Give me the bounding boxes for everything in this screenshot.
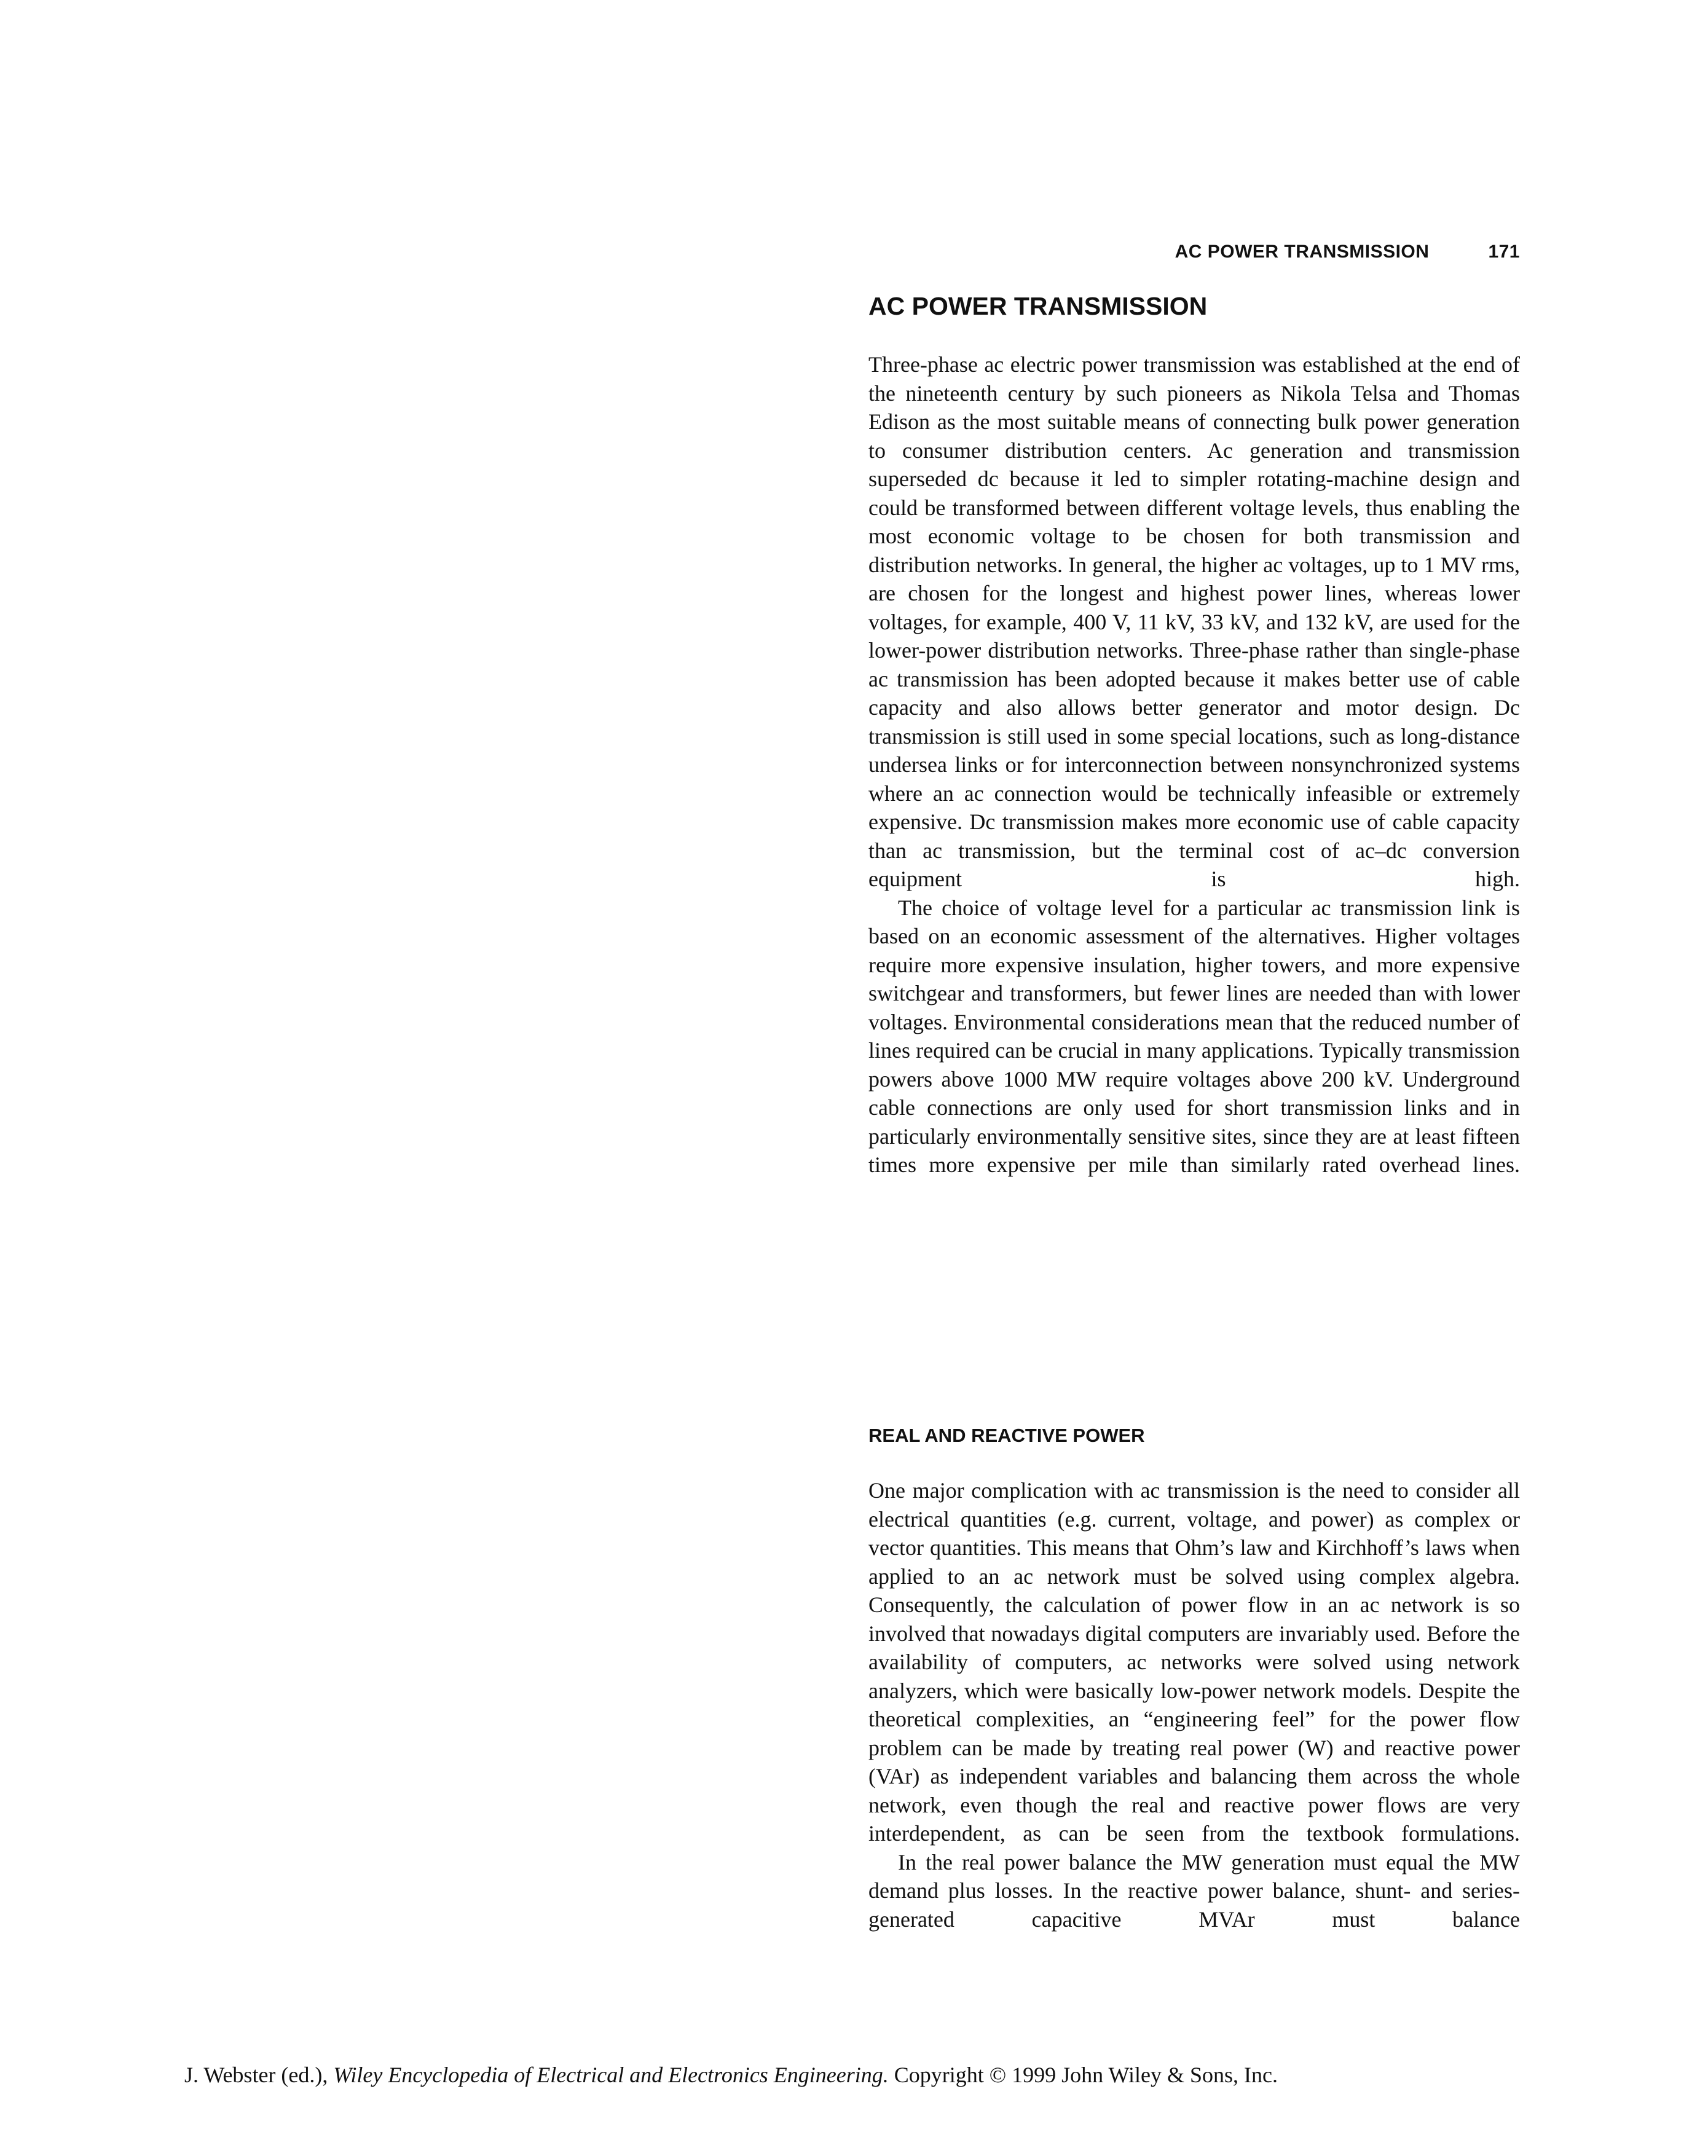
article-body (868, 350, 1520, 1179)
body-paragraph: In the real power balance the MW generation must equal the MW demand plus losses. In the reactive power balance, shunt- and series-generated capacitive MVAr must balance (868, 1849, 1520, 1932)
body-paragraph: The choice of voltage level for a particular ac transmission link is based on an economic assessment of the alternatives. Higher voltages require more expensive insulation, higher towers, and more expensive switchgear and transformers, but fewer lines are needed than with lower voltages. Environmental considerations mean that the reduced number of lines required can be crucial in many applications. Typically transmission powers above 1000 MW require voltages above 200 kV. Underground cable connections are only used for short transmission links and in particularly environmentally sensitive sites, since they are at least fifteen times more expensive per mile than similarly rated overhead lines. (868, 895, 1520, 1177)
footer-copyright: Copyright © 1999 John Wiley & Sons, Inc. (894, 2063, 1278, 2087)
body-paragraph: One major complication with ac transmission is the need to consider all electrical quantities (e.g. current, voltage, and power) as complex or vector quantities. This means that Ohm’s law and Kirchhoff’s laws when applied to an ac network must be solved using complex algebra. Consequently, the calculation of power flow in an ac network is so involved that nowadays digital computers are invariably used. Before the availability of computers, ac networks were solved using network analyzers, which were basically low-power network models. Despite the theoretical complexities, an “engineering feel” for the power flow problem can be made by treating real power (W) and reactive power (VAr) as independent variables and balancing them across the whole network, even though the real and reactive power flows are very interdependent, as can be seen from the textbook formulations. (868, 1478, 1520, 1846)
running-head (868, 238, 1520, 266)
article-title: AC POWER TRANSMISSION (868, 292, 1208, 320)
running-head-title: AC POWER TRANSMISSION (1175, 242, 1430, 262)
page-number: 171 (1488, 242, 1520, 262)
footer-editor: J. Webster (ed.), (184, 2063, 328, 2087)
section-heading: REAL AND REACTIVE POWER (868, 1425, 1145, 1446)
body-paragraph: Three-phase ac electric power transmission was established at the end of the nineteenth century by such pioneers as Nikola Telsa and Thomas Edison as the most suitable means of connecting bulk power generation to consumer distribution centers. Ac generation and transmission superseded dc because it led to simpler rotating-machine design and could be transformed between different voltage levels, thus enabling the most economic voltage to be chosen for both transmission and distribution networks. In general, the higher ac voltages, up to 1 MV rms, are chosen for the longest and highest power lines, whereas lower voltages, for example, 400 V, 11 kV, 33 kV, and 132 kV, are used for the lower-power distribution networks. Three-phase rather than single-phase ac transmission has been adopted because it makes better use of cable capacity and also allows better generator and motor design. Dc transmission is still used in some special locations, such as long-distance undersea links or for interconnection between nonsynchronized systems where an ac connection would be technically infeasible or extremely expensive. Dc transmission makes more economic use of cable capacity than ac transmission, but the terminal cost of ac–dc conversion equipment is high. (868, 352, 1520, 891)
section-body (868, 1476, 1520, 1934)
footer-work-title: Wiley Encyclopedia of Electrical and Electronics Engineering. (333, 2063, 889, 2087)
citation-footer (184, 2060, 1475, 2090)
